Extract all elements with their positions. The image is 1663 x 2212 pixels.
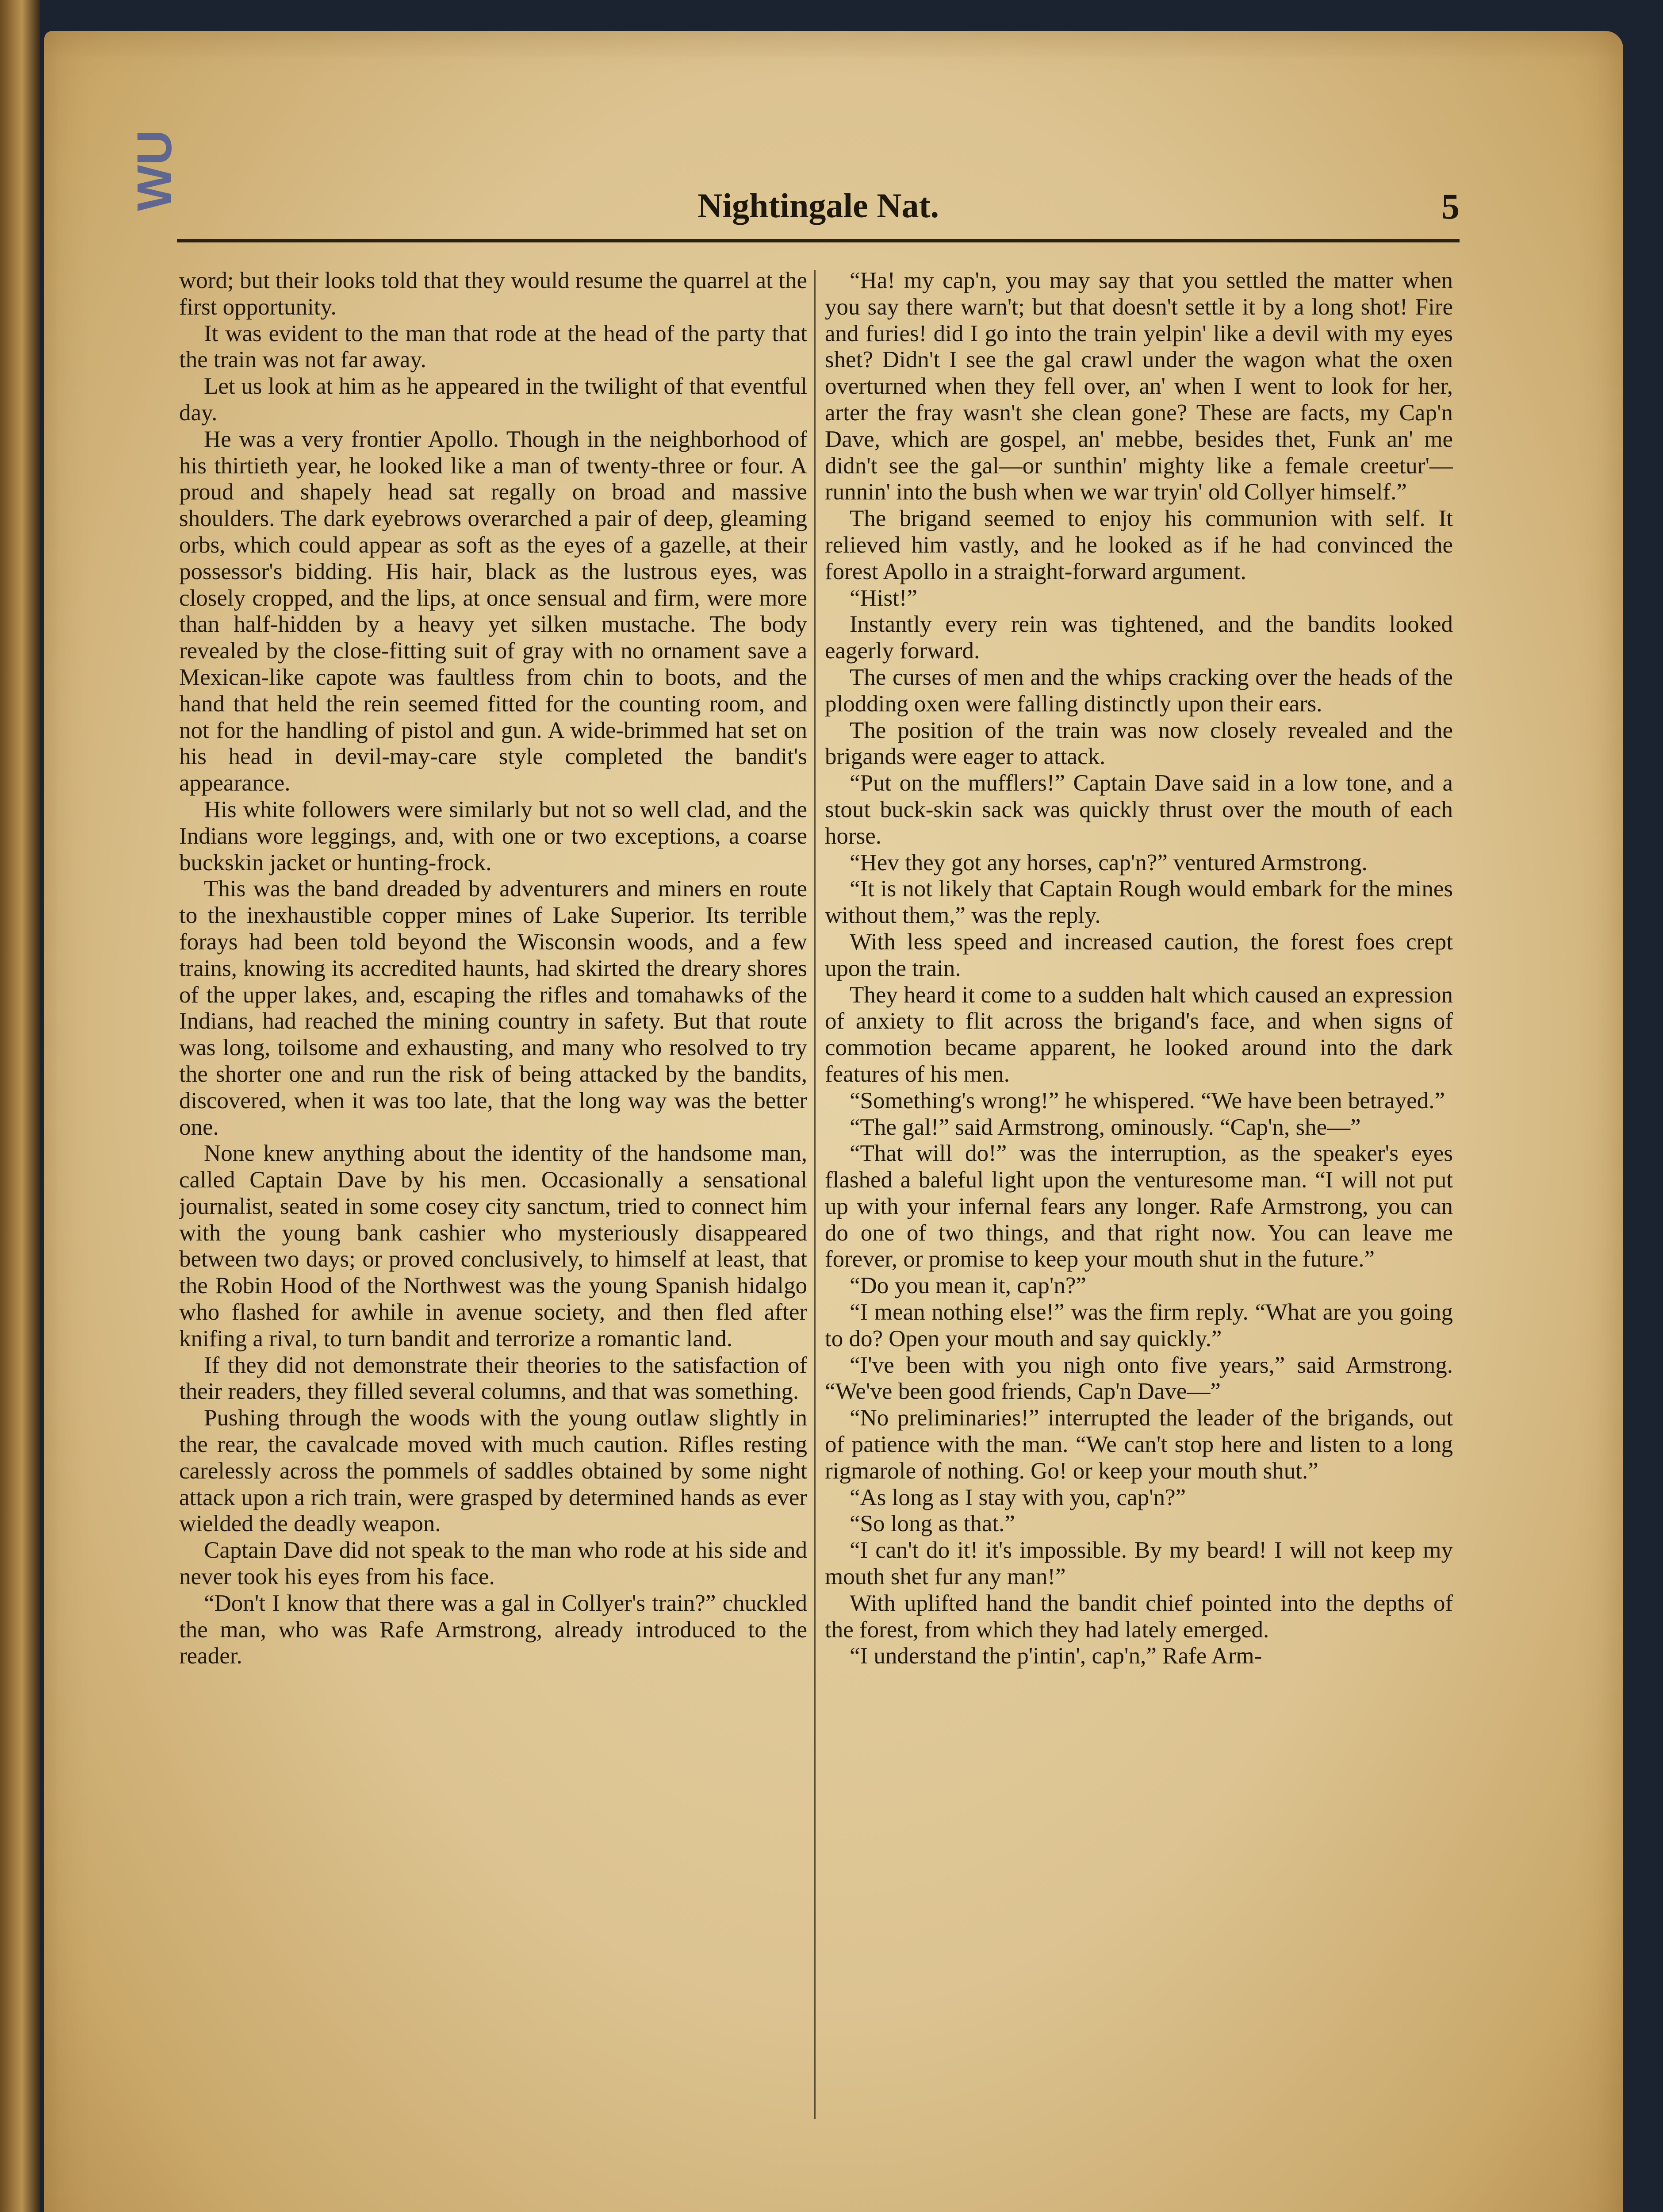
paragraph: “Ha! my cap'n, you may say that you settled the matter when you say there warn't; but that doesn't settle it by a long shot! Fire and furies! did I go into the train yelpin' like a devil with my eyes shet? Didn't I see the gal crawl under the wagon what the oxen overturned when they fell over, an' when I went to look for her, arter the fray wasn't she clean gone? These are facts, my Cap'n Dave, which are gospel, an' mebbe, besides thet, Funk an' me didn't see the gal—or sunthin' mighty like a female creetur'—runnin' into the bush when we war tryin' old Collyer himself.” — [825, 268, 1453, 505]
paragraph: “The gal!” said Armstrong, ominously. “Cap'n, she—” — [850, 1114, 1361, 1140]
paragraph: The curses of men and the whips cracking over the heads of the plodding oxen were falling distinctly upon their ears. — [825, 664, 1453, 717]
paragraph: “No preliminaries!” interrupted the leader of the brigands, out of patience with the man. “We can't stop here and listen to a long rigmarole of nothing. Go! or keep your mouth shut.” — [825, 1405, 1453, 1484]
text-column-right — [825, 268, 1453, 2126]
paragraph: “Don't I know that there was a gal in Collyer's train?” chuckled the man, who was Rafe Armstrong, already introduced to the reader. — [179, 1590, 807, 1669]
library-stamp: WU — [127, 130, 182, 211]
paragraph: This was the band dreaded by adventurers and miners en route to the inexhaustible copper mines of Lake Superior. Its terrible forays had been told beyond the Wisconsin woods, and a few trains, knowing its accredited haunts, had skirted the dreary shores of the upper lakes, and, escaping the rifles and tomahawks of the Indians, had reached the mining country in safety. But that route was long, toilsome and exhausting, and many who resolved to try the shorter one and run the risk of being attacked by the bandits, discovered, when it was too late, that the long way was the better one. — [179, 876, 807, 1140]
paragraph: “As long as I stay with you, cap'n?” — [850, 1484, 1186, 1510]
paragraph: None knew anything about the identity of the handsome man, called Captain Dave by his men. Occasionally a sensational journalist, seated in some cosey city sanctum, tried to connect him with the young bank cashier who mysteriously disappeared between two days; or proved conclusively, to himself at least, that the Robin Hood of the Northwest was the young Spanish hidalgo who flashed for awhile in avenue society, and then fled after knifing a rival, to turn bandit and terrorize a romantic land. — [179, 1141, 807, 1352]
paragraph: “Hev they got any horses, cap'n?” ventured Armstrong. — [850, 849, 1368, 876]
paragraph: His white followers were similarly but not so well clad, and the Indians wore leggings, and, with one or two exceptions, a coarse buckskin jacket or hunting-frock. — [179, 796, 807, 876]
paragraph: They heard it come to a sudden halt which caused an expression of anxiety to flit across the brigand's face, and when signs of commotion became apparent, he looked around into the dark features of his men. — [825, 982, 1453, 1087]
paragraph: With uplifted hand the bandit chief pointed into the depths of the forest, from which they had lately emerged. — [825, 1590, 1453, 1643]
paragraph: “Do you mean it, cap'n?” — [850, 1273, 1086, 1299]
paragraph: The position of the train was now closely revealed and the brigands were eager to attack. — [825, 717, 1453, 770]
paragraph: “That will do!” was the interruption, as the speaker's eyes flashed a baleful light upon the venturesome man. “I will not put up with your infernal fears any longer. Rafe Armstrong, you can do one of two things, and that right now. You can leave me forever, or promise to keep your mouth shut in the future.” — [825, 1141, 1453, 1272]
paragraph: “It is not likely that Captain Rough would embark for the mines without them,” was the reply. — [825, 876, 1453, 929]
page-number: 5 — [1441, 186, 1460, 227]
paragraph: “I mean nothing else!” was the firm reply. “What are you going to do? Open your mouth and say quickly.” — [825, 1299, 1453, 1352]
paragraph: With less speed and increased caution, the forest foes crept upon the train. — [825, 929, 1453, 981]
paragraph: “Put on the mufflers!” Captain Dave said in a low tone, and a stout buck-skin sack was quickly thrust over the mouth of each horse. — [825, 770, 1453, 849]
paragraph: “So long as that.” — [850, 1511, 1015, 1537]
header-rule — [177, 239, 1460, 242]
paragraph: “Hist!” — [850, 585, 918, 611]
paragraph: He was a very frontier Apollo. Though in the neighborhood of his thirtieth year, he looked like a man of twenty-three or four. A proud and shapely head sat regally on broad and massive shoulders. The dark eyebrows overarched a pair of deep, gleaming orbs, which could appear as soft as the eyes of a gazelle, at their possessor's bidding. His hair, black as the lustrous eyes, was closely cropped, and the lips, at once sensual and firm, were more than half-hidden by a heavy yet silken mustache. The body revealed by the close-fitting suit of gray with no ornament save a Mexican-like capote was faultless from chin to boots, and the hand that held the rein seemed fitted for the counting room, and not for the handling of pistol and gun. A wide-brimmed hat set on his head in devil-may-care style completed the bandit's appearance. — [179, 426, 807, 796]
paragraph: word; but their looks told that they would resume the quarrel at the first opportunity. — [179, 268, 807, 320]
paragraph: Instantly every rein was tightened, and the bandits looked eagerly forward. — [825, 611, 1453, 664]
paragraph: If they did not demonstrate their theories to the satisfaction of their readers, they filled several columns, and that was something. — [179, 1352, 807, 1405]
paragraph: The brigand seemed to enjoy his communion with self. It relieved him vastly, and he looked as if he had convinced the forest Apollo in a straight-forward argument. — [825, 506, 1453, 584]
paragraph: Captain Dave did not speak to the man who rode at his side and never took his eyes from his face. — [179, 1537, 807, 1590]
paragraph: It was evident to the man that rode at the head of the party that the train was not far away. — [179, 320, 807, 373]
column-divider — [814, 270, 816, 2119]
paragraph: “I've been with you nigh onto five years,” said Armstrong. “We've been good friends, Cap'n Dave—” — [825, 1352, 1453, 1405]
running-head-title: Nightingale Nat. — [697, 186, 939, 225]
text-column-left — [179, 268, 807, 2126]
paragraph: “I can't do it! it's impossible. By my beard! I will not keep my mouth shet fur any man!” — [825, 1537, 1453, 1590]
paragraph: Let us look at him as he appeared in the twilight of that eventful day. — [179, 373, 807, 426]
paragraph: “I understand the p'intin', cap'n,” Rafe Arm- — [850, 1643, 1262, 1669]
paragraph: Pushing through the woods with the young outlaw slightly in the rear, the cavalcade moved with much caution. Rifles resting carelessly across the pommels of saddles obtained by some night attack upon a rich train, were grasped by determined hands as ever wielded the deadly weapon. — [179, 1405, 807, 1537]
paragraph: “Something's wrong!” he whispered. “We have been betrayed.” — [850, 1087, 1445, 1114]
page-spine-edge — [0, 0, 40, 2212]
